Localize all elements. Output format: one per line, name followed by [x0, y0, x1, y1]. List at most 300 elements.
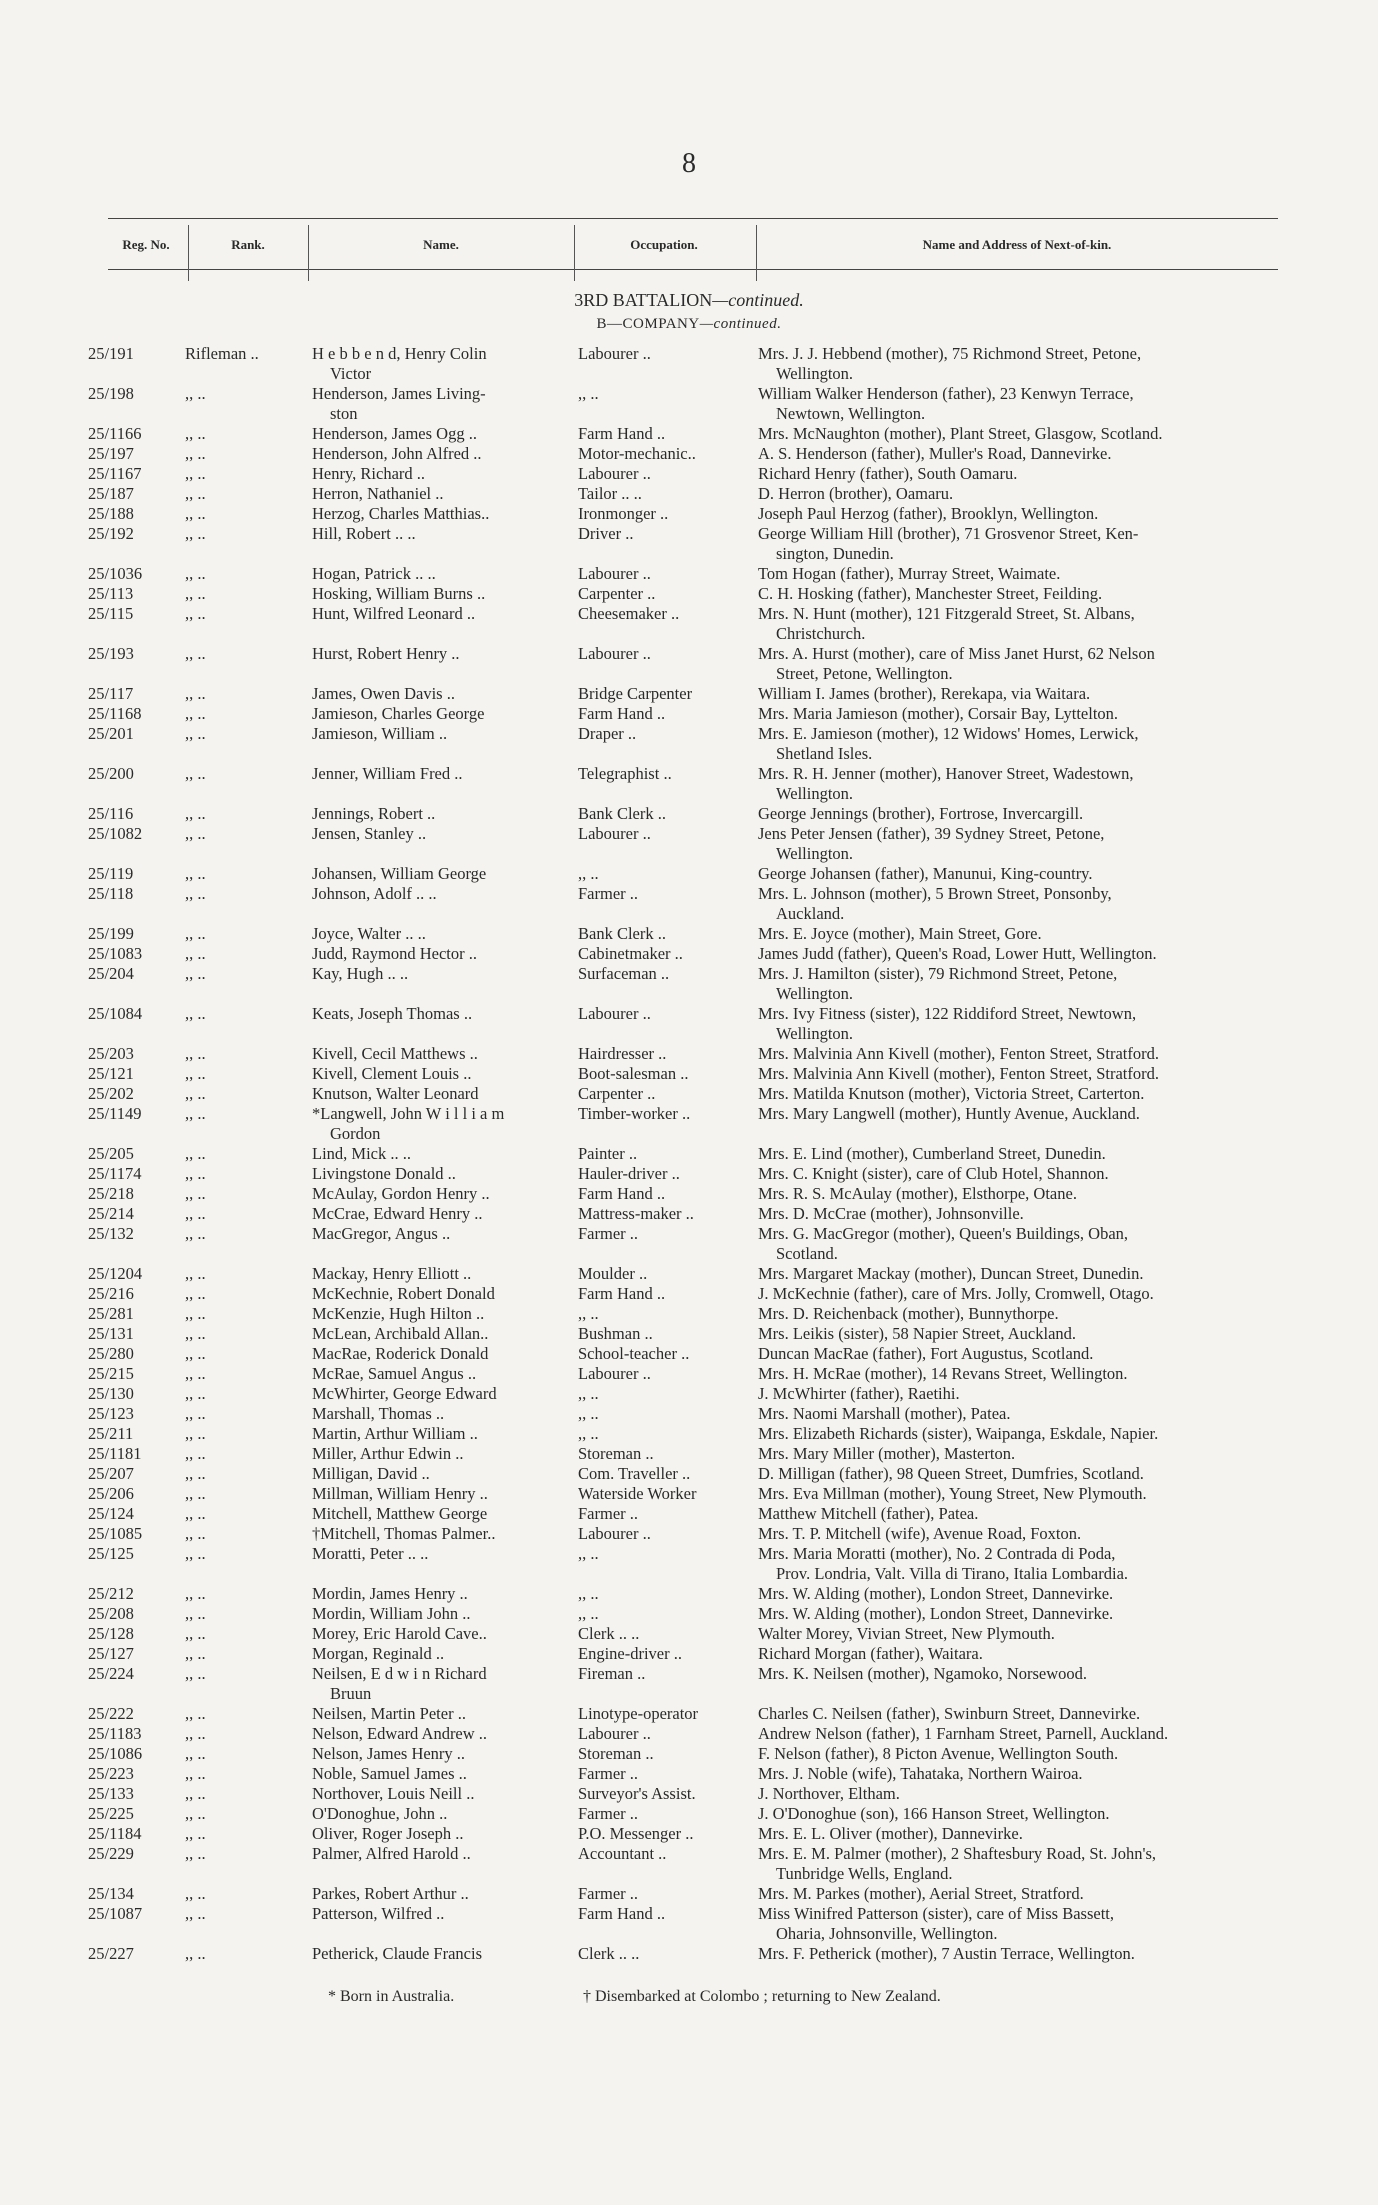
table-row: [0, 1624, 1378, 1644]
occupation-cell: [578, 1164, 740, 1184]
occupation-cell: [578, 924, 740, 944]
name-cell-line: Mitchell, Matthew George: [312, 1504, 488, 1523]
reg-no-cell-line: 25/1184: [88, 1824, 142, 1843]
table-row: [0, 1404, 1378, 1424]
reg-no-cell: [88, 944, 178, 964]
reg-no-cell: [88, 1464, 178, 1484]
name-cell-line: Hill, Robert .. ..: [312, 524, 416, 543]
rank-cell: [185, 1424, 305, 1444]
next-of-kin-cell-line: George Jennings (brother), Fortrose, Invercargill.: [758, 804, 1084, 823]
name-cell: [312, 1304, 567, 1324]
next-of-kin-cell: [758, 704, 1303, 724]
table-row: [0, 564, 1378, 584]
name-cell-line: O'Donoghue, John ..: [312, 1804, 448, 1823]
rank-cell-line: Rifleman ..: [185, 344, 259, 363]
name-cell: [312, 1844, 567, 1864]
rank-cell-line: ,, ..: [185, 884, 206, 903]
name-cell: [312, 1184, 567, 1204]
reg-no-cell-line: 25/201: [88, 724, 134, 743]
next-of-kin-cell: [758, 1284, 1303, 1304]
next-of-kin-cell-line: Mrs. R. H. Jenner (mother), Hanover Street, Wadestown,: [758, 764, 1134, 783]
reg-no-cell-line: 25/224: [88, 1664, 134, 1683]
next-of-kin-cell: [758, 824, 1303, 864]
next-of-kin-cell: [758, 1524, 1303, 1544]
occupation-cell: [578, 1464, 740, 1484]
next-of-kin-cell-line: Mrs. K. Neilsen (mother), Ngamoko, Norsewood.: [758, 1664, 1088, 1683]
occupation-cell-line: Accountant ..: [578, 1844, 667, 1863]
reg-no-cell: [88, 1944, 178, 1964]
reg-no-cell: [88, 1784, 178, 1804]
table-row: [0, 884, 1378, 924]
rank-cell: [185, 1664, 305, 1684]
reg-no-cell: [88, 1384, 178, 1404]
reg-no-cell: [88, 1744, 178, 1764]
name-cell: [312, 564, 567, 584]
rank-cell-line: ,, ..: [185, 1844, 206, 1863]
table-row: [0, 1584, 1378, 1604]
rank-cell: [185, 1584, 305, 1604]
rank-cell: [185, 344, 305, 364]
reg-no-cell: [88, 1624, 178, 1644]
occupation-cell-line: Farmer ..: [578, 1224, 639, 1243]
rank-cell: [185, 1164, 305, 1184]
rank-cell: [185, 1544, 305, 1564]
next-of-kin-cell: [758, 1464, 1303, 1484]
rank-cell-line: ,, ..: [185, 1764, 206, 1783]
occupation-cell: [578, 1084, 740, 1104]
table-row: [0, 684, 1378, 704]
rank-cell: [185, 1704, 305, 1724]
occupation-cell-line: ,, ..: [578, 864, 599, 883]
rank-cell: [185, 1464, 305, 1484]
occupation-cell: [578, 1384, 740, 1404]
occupation-cell-line: Surveyor's Assist.: [578, 1784, 696, 1803]
name-cell-line: Miller, Arthur Edwin ..: [312, 1444, 464, 1463]
next-of-kin-cell: [758, 484, 1303, 504]
occupation-cell: [578, 344, 740, 364]
rank-cell-line: ,, ..: [185, 1824, 206, 1843]
next-of-kin-cell-continuation: Shetland Isles.: [776, 744, 873, 763]
reg-no-cell: [88, 1704, 178, 1724]
reg-no-cell: [88, 1204, 178, 1224]
header-divider: [188, 225, 189, 281]
name-cell-line: Jenner, William Fred ..: [312, 764, 463, 783]
reg-no-cell-line: 25/132: [88, 1224, 134, 1243]
rank-cell: [185, 1004, 305, 1024]
rank-cell: [185, 564, 305, 584]
reg-no-cell: [88, 1144, 178, 1164]
rank-cell: [185, 524, 305, 544]
table-row: [0, 1664, 1378, 1704]
name-cell-line: Jamieson, Charles George: [312, 704, 485, 723]
next-of-kin-cell: [758, 1304, 1303, 1324]
name-cell: [312, 1724, 567, 1744]
table-row: [0, 1944, 1378, 1964]
name-cell: [312, 1204, 567, 1224]
rank-cell-line: ,, ..: [185, 584, 206, 603]
name-cell-line: McCrae, Edward Henry ..: [312, 1204, 483, 1223]
reg-no-cell: [88, 384, 178, 404]
occupation-cell-line: Farmer ..: [578, 1504, 639, 1523]
name-cell: [312, 1664, 567, 1704]
name-cell-line: Judd, Raymond Hector ..: [312, 944, 477, 963]
next-of-kin-cell-line: James Judd (father), Queen's Road, Lower Hutt, Wellington.: [758, 944, 1157, 963]
name-cell-line: Henderson, John Alfred ..: [312, 444, 482, 463]
occupation-cell: [578, 1644, 740, 1664]
name-cell: [312, 1944, 567, 1964]
occupation-cell-line: ,, ..: [578, 1544, 599, 1563]
next-of-kin-cell-line: Mrs. Malvinia Ann Kivell (mother), Fenton Street, Stratford.: [758, 1044, 1159, 1063]
reg-no-cell-line: 25/118: [88, 884, 134, 903]
occupation-cell: [578, 1624, 740, 1644]
rank-cell: [185, 1224, 305, 1244]
rank-cell-line: ,, ..: [185, 1464, 206, 1483]
occupation-cell: [578, 1944, 740, 1964]
occupation-cell-line: Labourer ..: [578, 464, 651, 483]
rank-cell-line: ,, ..: [185, 944, 206, 963]
next-of-kin-cell-continuation: Wellington.: [776, 364, 854, 383]
table-row: [0, 1744, 1378, 1764]
name-cell: [312, 444, 567, 464]
table-row: [0, 384, 1378, 424]
name-cell: [312, 1504, 567, 1524]
occupation-cell-line: Labourer ..: [578, 1724, 651, 1743]
next-of-kin-cell-line: C. H. Hosking (father), Manchester Street, Feilding.: [758, 584, 1103, 603]
name-cell-line: Knutson, Walter Leonard: [312, 1084, 479, 1103]
next-of-kin-cell-line: Miss Winifred Patterson (sister), care of Miss Bassett,: [758, 1904, 1115, 1923]
rank-cell: [185, 1304, 305, 1324]
reg-no-cell: [88, 1304, 178, 1324]
next-of-kin-cell-line: Mrs. J. Hamilton (sister), 79 Richmond Street, Petone,: [758, 964, 1118, 983]
name-cell-continuation: Victor: [330, 364, 372, 383]
occupation-cell: [578, 484, 740, 504]
occupation-cell: [578, 564, 740, 584]
next-of-kin-cell: [758, 604, 1303, 644]
occupation-cell-line: Draper ..: [578, 724, 637, 743]
next-of-kin-cell-line: Mrs. W. Alding (mother), London Street, Dannevirke.: [758, 1604, 1114, 1623]
occupation-cell: [578, 1004, 740, 1024]
next-of-kin-cell-line: Mrs. A. Hurst (mother), care of Miss Janet Hurst, 62 Nelson: [758, 644, 1155, 663]
reg-no-cell: [88, 1844, 178, 1864]
rank-cell: [185, 504, 305, 524]
table-row: [0, 1044, 1378, 1064]
name-cell-line: †Mitchell, Thomas Palmer..: [312, 1524, 496, 1543]
occupation-cell: [578, 1844, 740, 1864]
name-cell: [312, 824, 567, 844]
header-rank: Rank.: [231, 237, 265, 252]
occupation-cell-line: Bank Clerk ..: [578, 804, 666, 823]
reg-no-cell-line: 25/124: [88, 1504, 134, 1523]
occupation-cell-line: Labourer ..: [578, 1524, 651, 1543]
name-cell-line: McWhirter, George Edward: [312, 1384, 497, 1403]
rank-cell-line: ,, ..: [185, 1264, 206, 1283]
reg-no-cell-line: 25/117: [88, 684, 134, 703]
reg-no-cell-line: 25/193: [88, 644, 134, 663]
rank-cell: [185, 1084, 305, 1104]
next-of-kin-cell: [758, 1064, 1303, 1084]
name-cell: [312, 464, 567, 484]
next-of-kin-cell: [758, 1544, 1303, 1584]
rank-cell: [185, 1784, 305, 1804]
reg-no-cell: [88, 424, 178, 444]
next-of-kin-cell-line: William Walker Henderson (father), 23 Kenwyn Terrace,: [758, 384, 1134, 403]
rank-cell-line: ,, ..: [185, 1224, 206, 1243]
occupation-cell: [578, 1664, 740, 1684]
table-row: [0, 1504, 1378, 1524]
next-of-kin-cell-line: Mrs. L. Johnson (mother), 5 Brown Street, Ponsonby,: [758, 884, 1112, 903]
name-cell: [312, 1264, 567, 1284]
rank-cell-line: ,, ..: [185, 1104, 206, 1123]
rank-cell-line: ,, ..: [185, 1444, 206, 1463]
next-of-kin-cell: [758, 964, 1303, 1004]
next-of-kin-cell: [758, 1884, 1303, 1904]
occupation-cell-line: Labourer ..: [578, 564, 651, 583]
rank-cell: [185, 944, 305, 964]
reg-no-cell-line: 25/1082: [88, 824, 143, 843]
name-cell-line: Martin, Arthur William ..: [312, 1424, 478, 1443]
company-heading: [0, 316, 1378, 333]
rank-cell: [185, 1644, 305, 1664]
name-cell: [312, 604, 567, 624]
reg-no-cell-line: 25/1204: [88, 1264, 143, 1283]
next-of-kin-cell: [758, 424, 1303, 444]
occupation-cell: [578, 1484, 740, 1504]
name-cell: [312, 484, 567, 504]
name-cell-line: Keats, Joseph Thomas ..: [312, 1004, 473, 1023]
reg-no-cell: [88, 1504, 178, 1524]
next-of-kin-cell-line: Mrs. Mary Miller (mother), Masterton.: [758, 1444, 1016, 1463]
occupation-cell-line: Carpenter ..: [578, 584, 656, 603]
next-of-kin-cell: [758, 1384, 1303, 1404]
name-cell-line: Joyce, Walter .. ..: [312, 924, 426, 943]
rank-cell-line: ,, ..: [185, 1584, 206, 1603]
occupation-cell: [578, 1324, 740, 1344]
reg-no-cell-line: 25/198: [88, 384, 134, 403]
reg-no-cell: [88, 924, 178, 944]
reg-no-cell: [88, 964, 178, 984]
occupation-cell-line: Cabinetmaker ..: [578, 944, 683, 963]
name-cell: [312, 344, 567, 384]
next-of-kin-cell-continuation: Wellington.: [776, 1024, 854, 1043]
reg-no-cell: [88, 584, 178, 604]
rank-cell: [185, 604, 305, 624]
rank-cell-line: ,, ..: [185, 1384, 206, 1403]
company-continued: —continued.: [699, 316, 782, 332]
table-row: [0, 1644, 1378, 1664]
rank-cell-line: ,, ..: [185, 1624, 206, 1643]
rank-cell: [185, 384, 305, 404]
occupation-cell-line: Labourer ..: [578, 344, 651, 363]
rank-cell-line: ,, ..: [185, 504, 206, 523]
next-of-kin-cell: [758, 1624, 1303, 1644]
rank-cell-line: ,, ..: [185, 1484, 206, 1503]
reg-no-cell: [88, 564, 178, 584]
next-of-kin-cell: [758, 1044, 1303, 1064]
name-cell-line: MacRae, Roderick Donald: [312, 1344, 489, 1363]
footnote-disembarked: † Disembarked at Colombo ; returning to New Zealand.: [583, 1988, 941, 2005]
next-of-kin-cell-line: William I. James (brother), Rerekapa, via Waitara.: [758, 684, 1091, 703]
name-cell: [312, 1404, 567, 1424]
name-cell-line: Kivell, Clement Louis ..: [312, 1064, 472, 1083]
next-of-kin-cell: [758, 884, 1303, 924]
next-of-kin-cell-line: Mrs. F. Petherick (mother), 7 Austin Terrace, Wellington.: [758, 1944, 1135, 1963]
rank-cell-line: ,, ..: [185, 1144, 206, 1163]
next-of-kin-cell: [758, 1944, 1303, 1964]
table-row: [0, 1424, 1378, 1444]
reg-no-cell: [88, 1804, 178, 1824]
rank-cell: [185, 1804, 305, 1824]
occupation-cell-line: Moulder ..: [578, 1264, 648, 1283]
rank-cell-line: ,, ..: [185, 824, 206, 843]
reg-no-cell-line: 25/197: [88, 444, 134, 463]
reg-no-cell-line: 25/211: [88, 1424, 134, 1443]
name-cell: [312, 1804, 567, 1824]
name-cell-line: Henderson, James Ogg ..: [312, 424, 477, 443]
rank-cell: [185, 804, 305, 824]
reg-no-cell: [88, 484, 178, 504]
occupation-cell: [578, 724, 740, 744]
next-of-kin-cell-line: Mrs. E. Lind (mother), Cumberland Street, Dunedin.: [758, 1144, 1106, 1163]
name-cell: [312, 1764, 567, 1784]
rank-cell-line: ,, ..: [185, 1084, 206, 1103]
rank-cell: [185, 424, 305, 444]
next-of-kin-cell-line: Jens Peter Jensen (father), 39 Sydney Street, Petone,: [758, 824, 1105, 843]
rank-cell-line: ,, ..: [185, 384, 206, 403]
name-cell: [312, 884, 567, 904]
next-of-kin-cell-line: Joseph Paul Herzog (father), Brooklyn, Wellington.: [758, 504, 1099, 523]
reg-no-cell-line: 25/229: [88, 1844, 134, 1863]
occupation-cell: [578, 1224, 740, 1244]
reg-no-cell: [88, 1064, 178, 1084]
occupation-cell-line: Farmer ..: [578, 884, 639, 903]
occupation-cell-line: Com. Traveller ..: [578, 1464, 691, 1483]
next-of-kin-cell-line: F. Nelson (father), 8 Picton Avenue, Wellington South.: [758, 1744, 1119, 1763]
reg-no-cell-line: 25/227: [88, 1944, 134, 1963]
name-cell-line: Kay, Hugh .. ..: [312, 964, 409, 983]
name-cell-line: Petherick, Claude Francis: [312, 1944, 482, 1963]
occupation-cell-line: Farm Hand ..: [578, 1904, 666, 1923]
name-cell: [312, 1064, 567, 1084]
next-of-kin-cell: [758, 524, 1303, 564]
next-of-kin-cell: [758, 684, 1303, 704]
reg-no-cell: [88, 1584, 178, 1604]
next-of-kin-cell-continuation: Auckland.: [776, 904, 845, 923]
reg-no-cell: [88, 504, 178, 524]
next-of-kin-cell: [758, 864, 1303, 884]
next-of-kin-cell: [758, 1644, 1303, 1664]
next-of-kin-cell-line: Mrs. Margaret Mackay (mother), Duncan Street, Dunedin.: [758, 1264, 1144, 1283]
next-of-kin-cell: [758, 1504, 1303, 1524]
next-of-kin-cell: [758, 1144, 1303, 1164]
reg-no-cell: [88, 1404, 178, 1424]
rank-cell-line: ,, ..: [185, 604, 206, 623]
battalion-continued: —continued.: [712, 290, 804, 310]
next-of-kin-cell-line: D. Herron (brother), Oamaru.: [758, 484, 954, 503]
next-of-kin-cell: [758, 1904, 1303, 1944]
next-of-kin-cell-line: Mrs. J. Noble (wife), Tahataka, Northern Wairoa.: [758, 1764, 1083, 1783]
next-of-kin-cell-line: Charles C. Neilsen (father), Swinburn Street, Dannevirke.: [758, 1704, 1141, 1723]
occupation-cell-line: Farmer ..: [578, 1804, 639, 1823]
occupation-cell: [578, 1364, 740, 1384]
name-cell-continuation: ston: [330, 404, 358, 423]
rank-cell: [185, 1404, 305, 1424]
reg-no-cell-line: 25/113: [88, 584, 134, 603]
next-of-kin-cell-line: J. O'Donoghue (son), 166 Hanson Street, Wellington.: [758, 1804, 1110, 1823]
reg-no-cell: [88, 1884, 178, 1904]
occupation-cell-line: Storeman ..: [578, 1744, 654, 1763]
reg-no-cell-line: 25/128: [88, 1624, 134, 1643]
occupation-cell-line: Farm Hand ..: [578, 704, 666, 723]
name-cell: [312, 1524, 567, 1544]
occupation-cell: [578, 384, 740, 404]
occupation-cell-line: Farmer ..: [578, 1764, 639, 1783]
rank-cell-line: ,, ..: [185, 864, 206, 883]
rank-cell: [185, 1384, 305, 1404]
name-cell-line: McKenzie, Hugh Hilton ..: [312, 1304, 485, 1323]
reg-no-cell-line: 25/130: [88, 1384, 134, 1403]
rank-cell: [185, 684, 305, 704]
occupation-cell: [578, 1524, 740, 1544]
occupation-cell: [578, 1704, 740, 1724]
table-row: [0, 1844, 1378, 1884]
reg-no-cell: [88, 1824, 178, 1844]
reg-no-cell: [88, 764, 178, 784]
name-cell-line: Johansen, William George: [312, 864, 487, 883]
reg-no-cell-line: 25/127: [88, 1644, 134, 1663]
table-row: [0, 1804, 1378, 1824]
next-of-kin-cell-line: Mrs. Elizabeth Richards (sister), Waipanga, Eskdale, Napier.: [758, 1424, 1159, 1443]
name-cell: [312, 1044, 567, 1064]
rank-cell: [185, 1184, 305, 1204]
occupation-cell: [578, 1064, 740, 1084]
next-of-kin-cell: [758, 1204, 1303, 1224]
name-cell-line: Hosking, William Burns ..: [312, 584, 486, 603]
reg-no-cell-line: 25/199: [88, 924, 134, 943]
reg-no-cell-line: 25/123: [88, 1404, 134, 1423]
table-row: [0, 1544, 1378, 1584]
reg-no-cell-line: 25/1149: [88, 1104, 142, 1123]
name-cell: [312, 1604, 567, 1624]
occupation-cell: [578, 1804, 740, 1824]
occupation-cell: [578, 1424, 740, 1444]
next-of-kin-cell-line: Mrs. H. McRae (mother), 14 Revans Street, Wellington.: [758, 1364, 1128, 1383]
occupation-cell: [578, 444, 740, 464]
rank-cell-line: ,, ..: [185, 1784, 206, 1803]
name-cell-line: Morey, Eric Harold Cave..: [312, 1624, 487, 1643]
occupation-cell: [578, 1304, 740, 1324]
name-cell-line: Mordin, James Henry ..: [312, 1584, 468, 1603]
rank-cell-line: ,, ..: [185, 964, 206, 983]
rank-cell-line: ,, ..: [185, 724, 206, 743]
occupation-cell: [578, 1104, 740, 1124]
name-cell: [312, 1624, 567, 1644]
reg-no-cell: [88, 804, 178, 824]
rank-cell: [185, 1744, 305, 1764]
table-row: [0, 1724, 1378, 1744]
next-of-kin-cell: [758, 584, 1303, 604]
occupation-cell: [578, 1184, 740, 1204]
occupation-cell-line: Painter ..: [578, 1144, 638, 1163]
occupation-cell: [578, 1604, 740, 1624]
rank-cell: [185, 724, 305, 744]
occupation-cell: [578, 864, 740, 884]
next-of-kin-cell: [758, 1004, 1303, 1044]
name-cell-line: Noble, Samuel James ..: [312, 1764, 467, 1783]
name-cell-line: Kivell, Cecil Matthews ..: [312, 1044, 478, 1063]
header-name: Name.: [423, 237, 459, 252]
occupation-cell-line: Labourer ..: [578, 1004, 651, 1023]
reg-no-cell: [88, 1764, 178, 1784]
